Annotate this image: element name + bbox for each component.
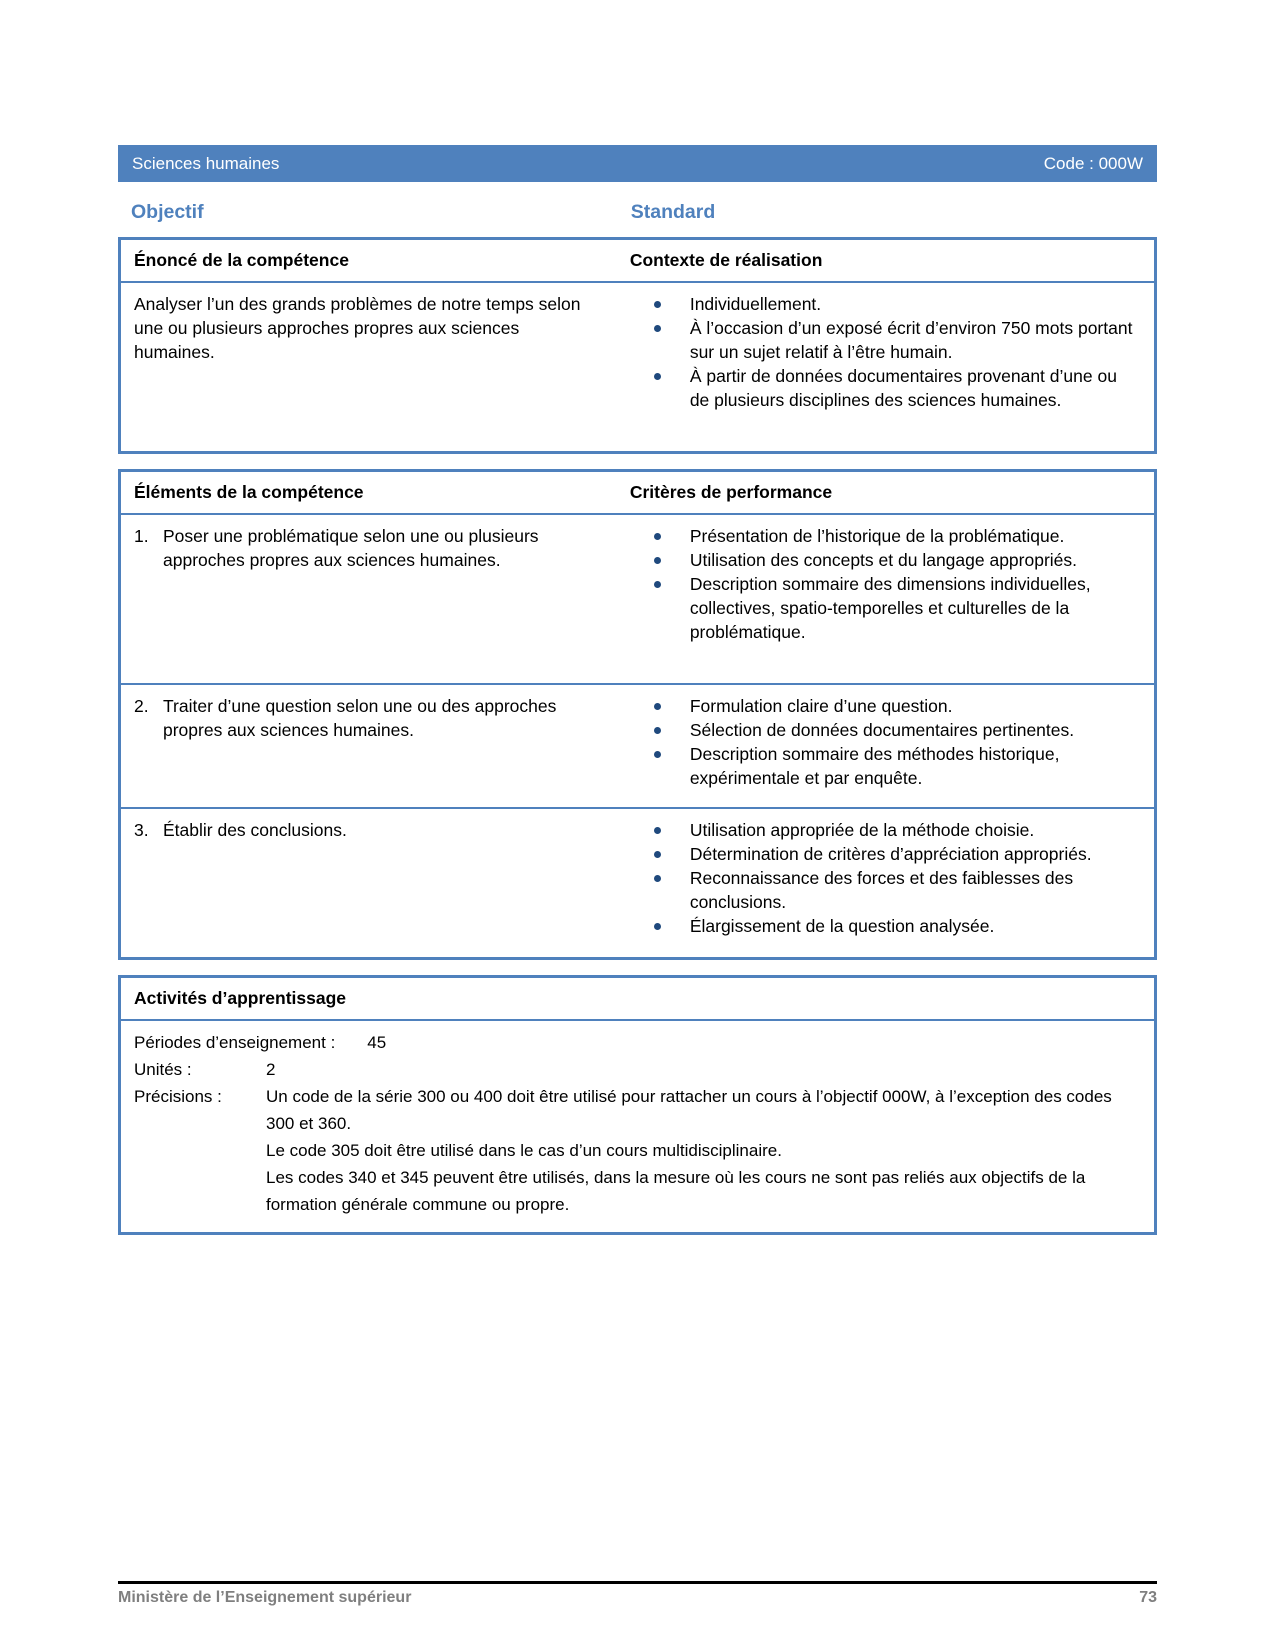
list-item [630,694,1141,718]
precisions-text [266,1083,1141,1218]
bullet-text: Sélection de données documentaires pertinentes. [689,720,1075,740]
list-item [630,866,1141,914]
periodes-label: Périodes d’enseignement : [134,1033,336,1052]
numbered-item [134,524,604,572]
list-item [630,742,1141,790]
table1-header-row [121,240,1154,283]
list-item [630,316,1141,364]
table-row [121,515,1154,685]
bullet-text: Formulation claire d’une question. [689,696,953,716]
criteres-cell [617,809,1154,957]
criteres-bullet-list [630,694,1141,790]
precision-paragraph: Un code de la série 300 ou 400 doit être utilisé pour rattacher un cours à l’objectif 000W, à l’exception des codes 300 et 360. [266,1087,1112,1133]
banner-discipline: Sciences humaines [132,153,280,173]
table-activites [118,975,1157,1235]
list-item [630,914,1141,938]
bullet-icon [654,751,661,758]
bullet-icon [654,373,661,380]
footer-ministry: Ministère de l’Enseignement supérieur [118,1589,412,1606]
list-item [630,292,1141,316]
criteres-cell [617,685,1154,807]
list-item [630,548,1141,572]
bullet-icon [654,325,661,332]
table2-header-left: Éléments de la compétence [134,482,364,502]
unites-label: Unités : [134,1060,192,1079]
criteres-cell [617,515,1154,683]
footer-page-number: 73 [1139,1589,1157,1606]
activites-body [121,1021,1154,1232]
list-item [630,572,1141,644]
contexte-bullet-list [630,292,1141,412]
bullet-text: Utilisation appropriée de la méthode choisie. [689,820,1035,840]
element-cell [121,809,617,957]
heading-standard: Standard [630,201,716,223]
bullet-text: Détermination de critères d’appréciation appropriés. [689,844,1092,864]
element-cell [121,515,617,683]
column-headings [118,201,1157,224]
bullet-icon [654,851,661,858]
element-cell [121,685,617,807]
list-item [630,364,1141,412]
table2-header-row [121,472,1154,515]
activites-title: Activités d’apprentissage [121,978,1154,1021]
table-enonce-contexte [118,237,1157,454]
bullet-text: À l’occasion d’un exposé écrit d’environ 750 mots portant sur un sujet relatif à l’être humain. [689,318,1133,362]
criteres-bullet-list [630,818,1141,938]
bullet-text: Présentation de l’historique de la problématique. [689,526,1065,546]
numbered-item [134,818,604,842]
list-item [630,842,1141,866]
list-item [630,818,1141,842]
table1-body-row [121,283,1154,451]
table1-header-right: Contexte de réalisation [629,250,823,270]
table2-header-right: Critères de performance [629,482,833,502]
competence-statement: Analyser l’un des grands problèmes de notre temps selon une ou plusieurs approches propres aux sciences humaines. [134,294,581,362]
bullet-text: Individuellement. [689,294,822,314]
item-text: Établir des conclusions. [163,820,347,840]
bullet-icon [654,923,661,930]
bullet-icon [654,875,661,882]
page-footer [118,1581,1157,1607]
precisions-row [134,1083,1141,1218]
bullet-icon [654,301,661,308]
precision-paragraph: Les codes 340 et 345 peuvent être utilisés, dans la mesure où les cours ne sont pas reliés aux objectifs de la formation générale commune ou propre. [266,1168,1086,1214]
bullet-icon [654,727,661,734]
table-row [121,809,1154,957]
periodes-value: 45 [367,1033,387,1052]
table-elements-criteres [118,469,1157,960]
item-text: Poser une problématique selon une ou plusieurs approches propres aux sciences humaines. [163,526,539,570]
precision-paragraph: Le code 305 doit être utilisé dans le cas d’un cours multidisciplinaire. [266,1141,782,1160]
item-number: 1. [134,526,149,546]
item-text: Traiter d’une question selon une ou des approches propres aux sciences humaines. [163,696,557,740]
heading-objectif: Objectif [131,201,204,223]
bullet-icon [654,557,661,564]
bullet-text: Description sommaire des méthodes historique, expérimentale et par enquête. [689,744,1060,788]
bullet-icon [654,581,661,588]
bullet-text: Élargissement de la question analysée. [689,916,995,936]
list-item [630,524,1141,548]
list-item [630,718,1141,742]
banner-code: Code : 000W [1043,153,1143,173]
contexte-cell [617,283,1154,451]
periodes-row [134,1029,1141,1056]
precisions-label: Précisions : [134,1087,222,1106]
numbered-item [134,694,604,742]
item-number: 3. [134,820,149,840]
bullet-text: À partir de données documentaires provenant d’une ou de plusieurs disciplines des sciences humaines. [689,366,1117,410]
bullet-icon [654,703,661,710]
bullet-icon [654,827,661,834]
bullet-text: Reconnaissance des forces et des faiblesses des conclusions. [689,868,1074,912]
bullet-text: Description sommaire des dimensions individuelles, collectives, spatio-temporelles et culturelles de la problématique. [689,574,1091,642]
item-number: 2. [134,696,149,716]
bullet-text: Utilisation des concepts et du langage appropriés. [689,550,1078,570]
table-row [121,685,1154,809]
bullet-icon [654,533,661,540]
course-banner [118,145,1157,182]
page-content [118,145,1157,1250]
table1-header-left: Énoncé de la compétence [134,250,349,270]
unites-row [134,1056,1141,1083]
unites-value: 2 [266,1060,276,1079]
criteres-bullet-list [630,524,1141,644]
